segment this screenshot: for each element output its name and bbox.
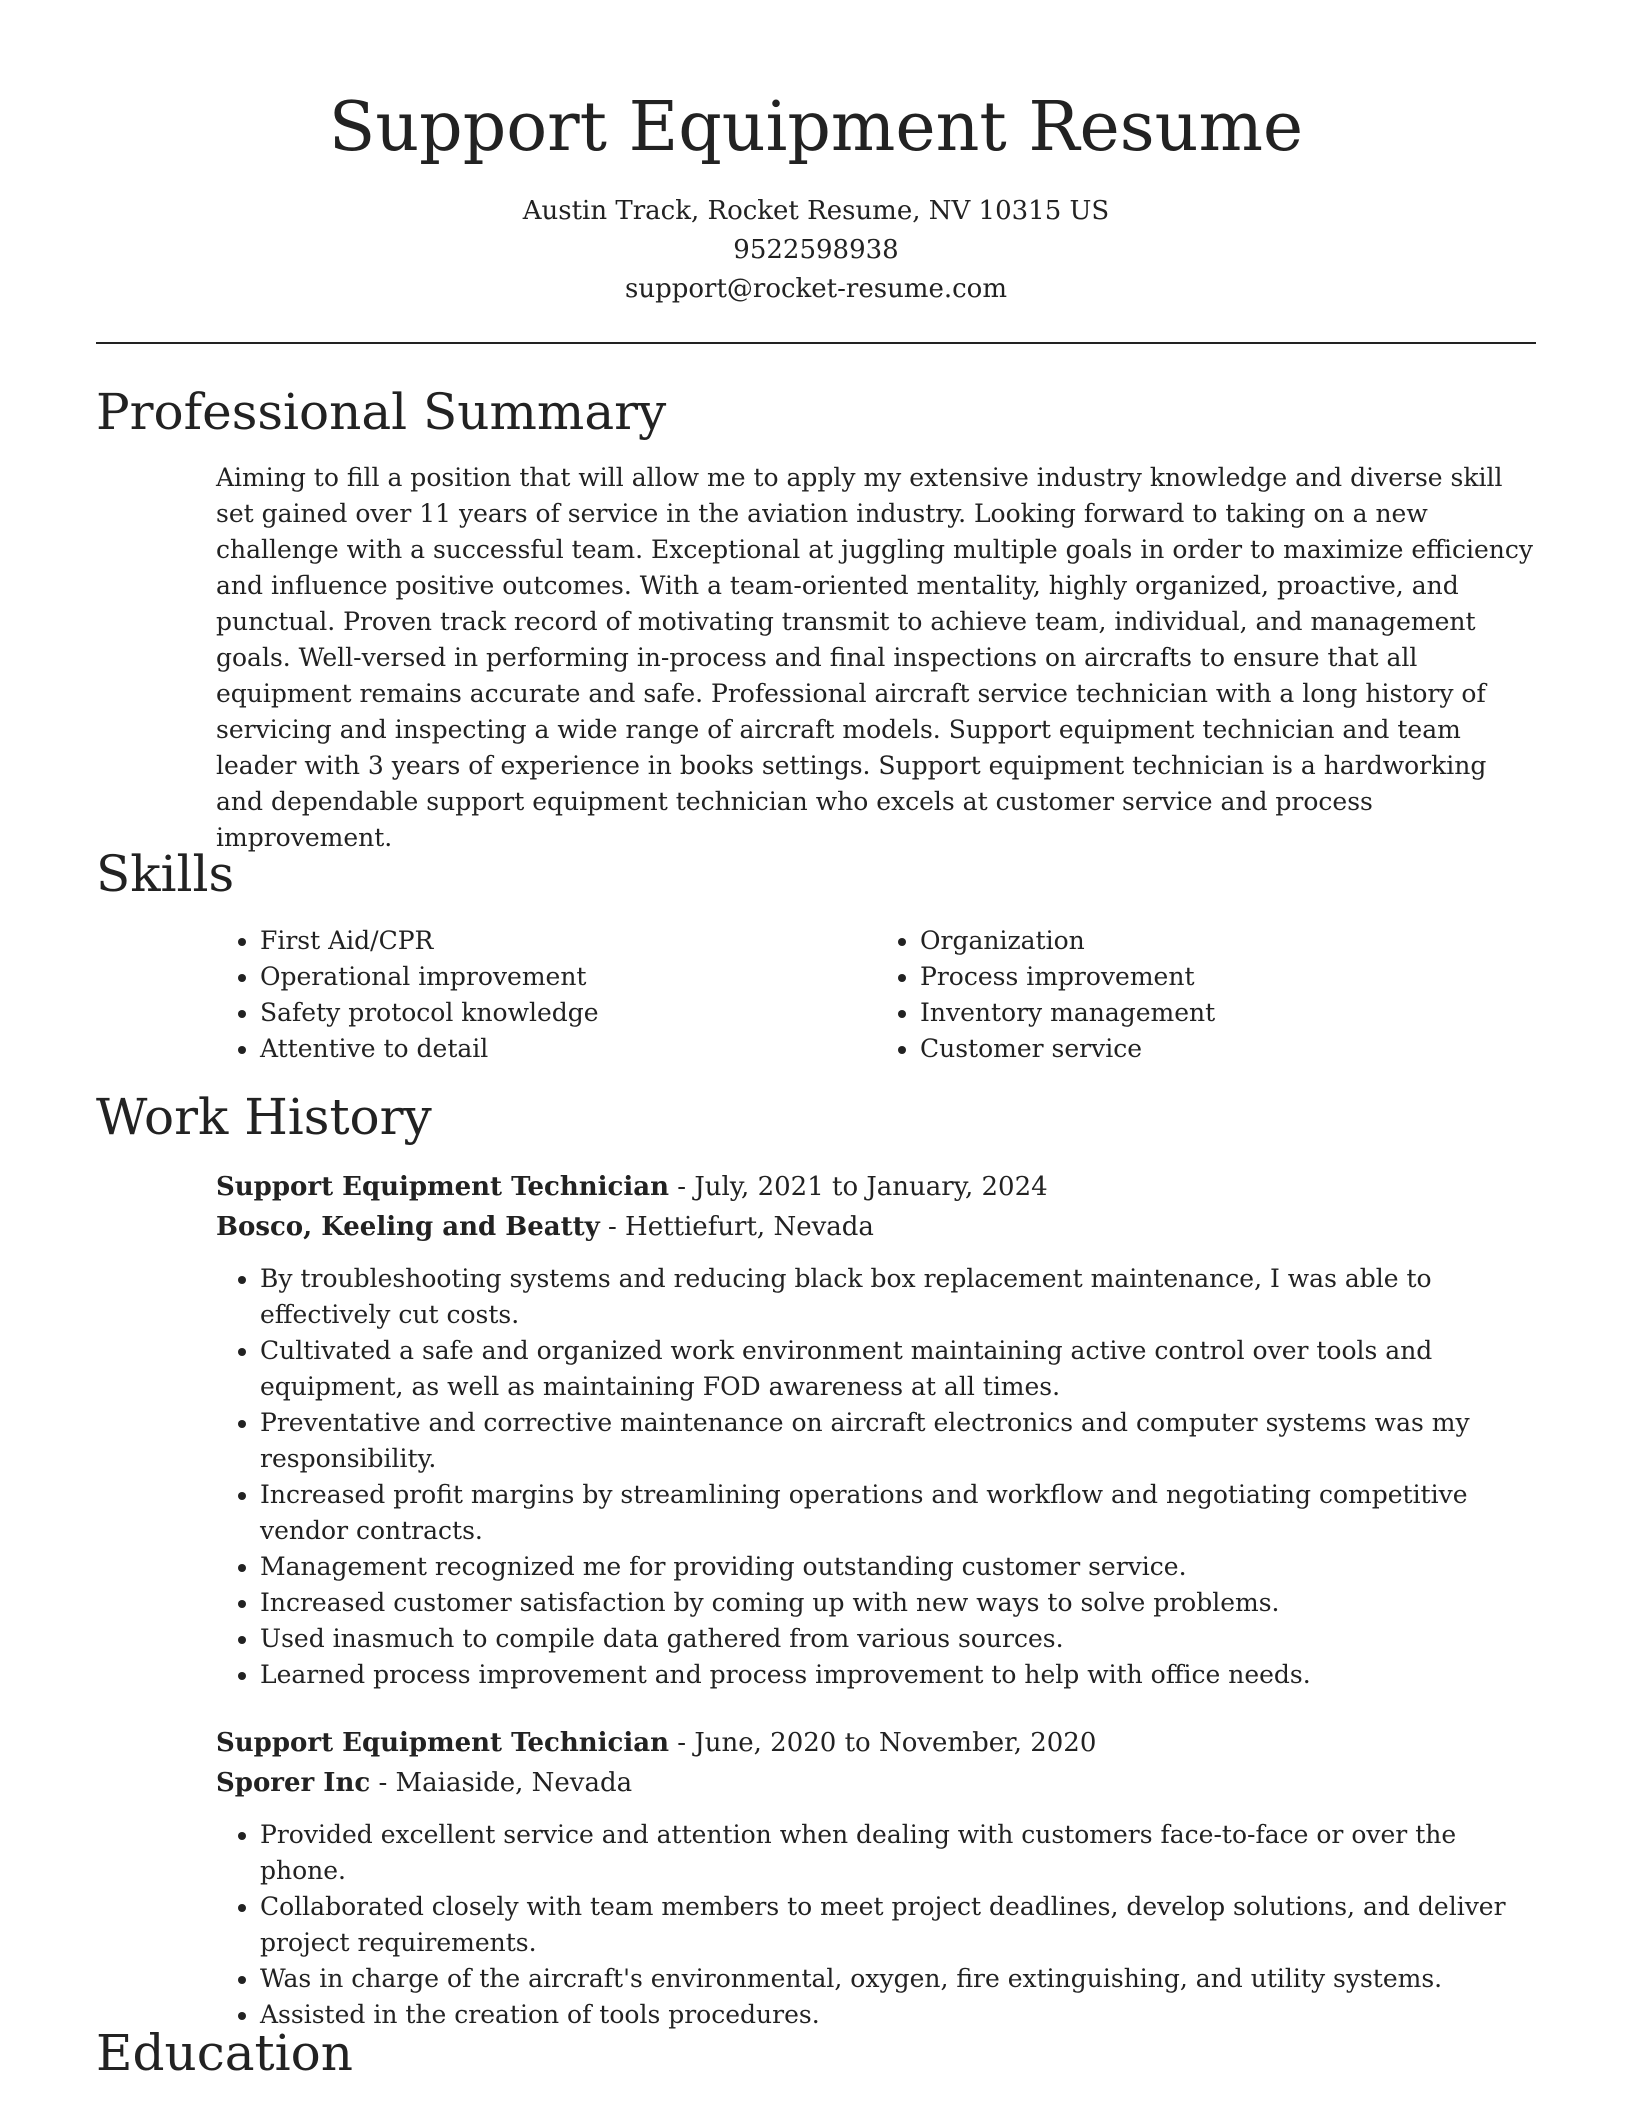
contact-block xyxy=(0,192,1632,309)
contact-email: support@rocket-resume.com xyxy=(624,274,1007,304)
job-title: Support Equipment Technician xyxy=(216,1172,669,1202)
header-divider xyxy=(96,342,1536,344)
skill-item: • Operational improvement xyxy=(260,959,876,995)
job-company-line: Bosco, Keeling and Beatty - Hettiefurt, Nevada xyxy=(216,1212,874,1242)
skills-heading: Skills xyxy=(96,845,235,903)
job-location: Hettiefurt, Nevada xyxy=(625,1212,874,1242)
job-company: Sporer Inc xyxy=(216,1768,371,1798)
skills-list xyxy=(216,923,1536,1067)
job-entry xyxy=(216,1167,1536,1693)
job-company-line: Sporer Inc - Maiaside, Nevada xyxy=(216,1768,633,1798)
job-entry xyxy=(216,1723,1536,2033)
contact-address: Austin Track, Rocket Resume, NV 10315 US xyxy=(522,196,1110,226)
summary-heading: Professional Summary xyxy=(96,383,667,441)
skills-column-left xyxy=(216,923,876,1067)
list-item: • By troubleshooting systems and reducing black box replacement maintenance, I was able to effectively cut costs. xyxy=(260,1261,1536,1333)
job-bullets xyxy=(216,1817,1536,2033)
skill-item: • Process improvement xyxy=(920,959,1536,995)
education-heading: Education xyxy=(96,2024,353,2082)
skills-column-right xyxy=(876,923,1536,1067)
summary-section xyxy=(216,460,1536,856)
list-item: • Provided excellent service and attention when dealing with customers face-to-face or over the phone. xyxy=(260,1817,1536,1889)
job-title: Support Equipment Technician xyxy=(216,1728,669,1758)
list-item: • Collaborated closely with team members to meet project deadlines, develop solutions, and deliver project requirements. xyxy=(260,1889,1536,1961)
list-item: • Learned process improvement and process improvement to help with office needs. xyxy=(260,1657,1536,1693)
job-company: Bosco, Keeling and Beatty xyxy=(216,1212,600,1242)
list-item: • Used inasmuch to compile data gathered from various sources. xyxy=(260,1621,1536,1657)
list-item: • Assisted in the creation of tools procedures. xyxy=(260,1997,1536,2033)
list-item: • Was in charge of the aircraft's environmental, oxygen, fire extinguishing, and utility systems. xyxy=(260,1961,1536,1997)
job-title-line: Support Equipment Technician - July, 2021 to January, 2024 xyxy=(216,1172,1048,1202)
job-bullets xyxy=(216,1261,1536,1693)
list-item: • Cultivated a safe and organized work environment maintaining active control over tools and equipment, as well as maintaining FOD awareness at all times. xyxy=(260,1333,1536,1405)
list-item: • Increased profit margins by streamlining operations and workflow and negotiating competitive vendor contracts. xyxy=(260,1477,1536,1549)
skill-item: • First Aid/CPR xyxy=(260,923,876,959)
summary-text: Aiming to fill a position that will allow me to apply my extensive industry knowledge and diverse skill set gained over 11 years of service in the aviation industry. Looking forward to taking on a new challenge with a successful team. Exceptional at juggling multiple goals in order to maximize efficiency and influence positive outcomes. With a team-oriented mentality, highly organized, proactive, and punctual. Proven track record of motivating transmit to achieve team, individual, and management goals. Well-versed in performing in-process and final inspections on aircrafts to ensure that all equipment remains accurate and safe. Professional aircraft service technician with a long history of servicing and inspecting a wide range of aircraft models. Support equipment technician and team leader with 3 years of experience in books settings. Support equipment technician is a hardworking and dependable support equipment technician who excels at customer service and process improvement. xyxy=(216,463,1533,852)
page-title: Support Equipment Resume xyxy=(328,88,1304,167)
skill-item: • Safety protocol knowledge xyxy=(260,995,876,1031)
contact-phone: 9522598938 xyxy=(733,235,899,265)
list-item: • Preventative and corrective maintenance on aircraft electronics and computer systems was my responsibility. xyxy=(260,1405,1536,1477)
job-title-line: Support Equipment Technician - June, 2020 to November, 2020 xyxy=(216,1728,1097,1758)
skill-item: • Attentive to detail xyxy=(260,1031,876,1067)
skill-item: • Inventory management xyxy=(920,995,1536,1031)
job-dates: July, 2021 to January, 2024 xyxy=(694,1172,1048,1202)
resume-header xyxy=(0,0,1632,309)
list-item: • Increased customer satisfaction by coming up with new ways to solve problems. xyxy=(260,1585,1536,1621)
skill-item: • Organization xyxy=(920,923,1536,959)
list-item: • Management recognized me for providing outstanding customer service. xyxy=(260,1549,1536,1585)
job-dates: June, 2020 to November, 2020 xyxy=(694,1728,1097,1758)
job-location: Maiaside, Nevada xyxy=(395,1768,633,1798)
skill-item: • Customer service xyxy=(920,1031,1536,1067)
work-history-heading: Work History xyxy=(96,1088,432,1146)
